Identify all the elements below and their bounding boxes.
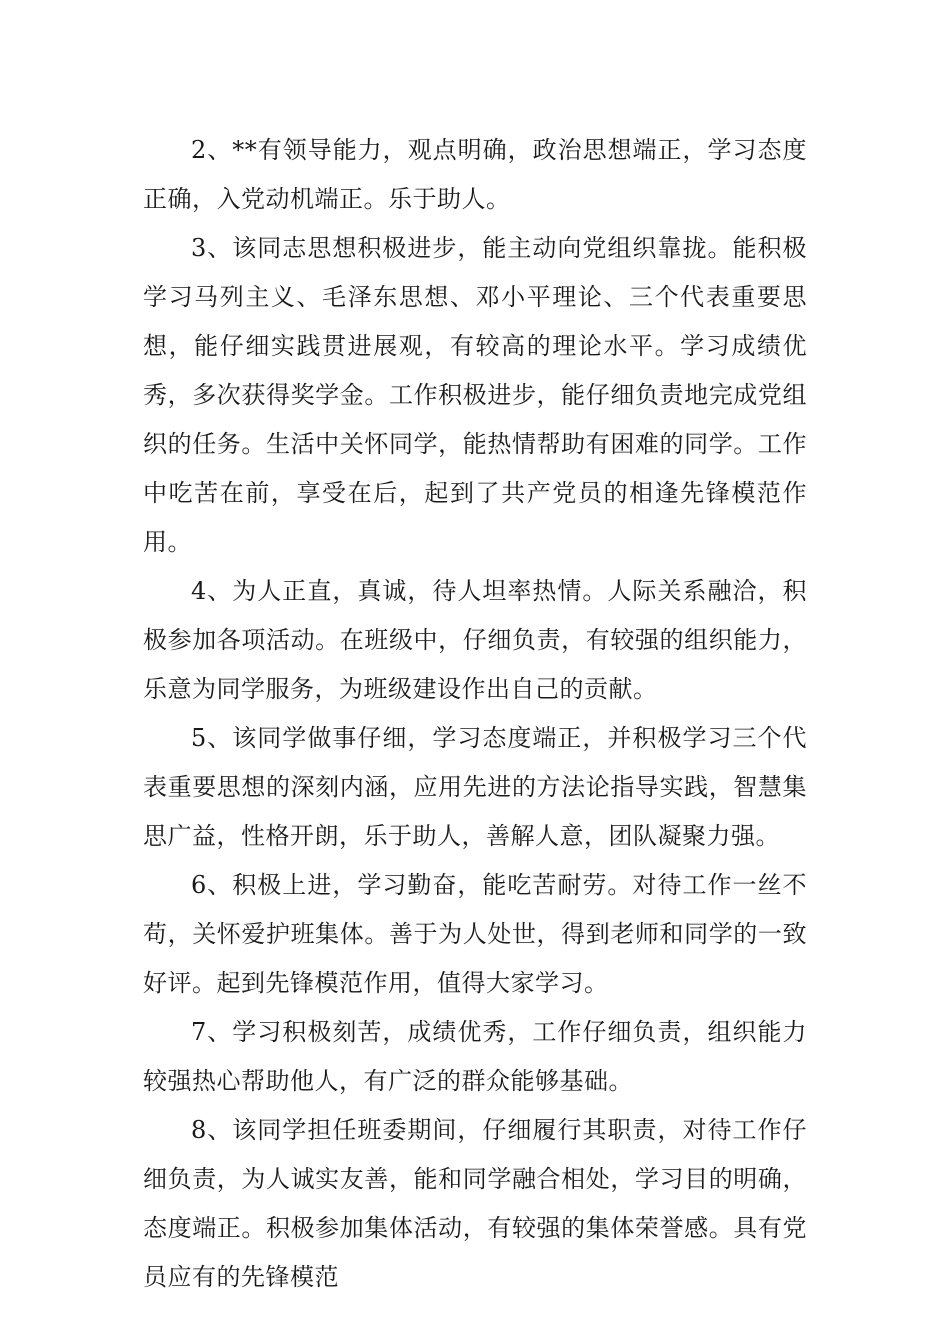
paragraph-8: 8、该同学担任班委期间，仔细履行其职责，对待工作仔细负责，为人诚实友善，能和同学融合相处，学习目的明确，态度端正。积极参加集体活动，有较强的集体荣誉感。具有党员应有的先锋模范 [143, 1116, 807, 1291]
paragraph-5: 5、该同学做事仔细，学习态度端正，并积极学习三个代表重要思想的深刻内涵，应用先进的方法论指导实践，智慧集思广益，性格开朗，乐于助人，善解人意，团队凝聚力强。 [143, 724, 807, 850]
paragraph-3: 3、该同志思想积极进步，能主动向党组织靠拢。能积极学习马列主义、毛泽东思想、邓小平理论、三个代表重要思想，能仔细实践贯进展观，有较高的理论水平。学习成绩优秀，多次获得奖学金。工作积极进步，能仔细负责地完成党组织的任务。生活中关怀同学，能热情帮助有困难的同学。工作中吃苦在前，享受在后，起到了共产党员的相逢先锋模范作用。 [143, 234, 807, 556]
paragraph-6: 6、积极上进，学习勤奋，能吃苦耐劳。对待工作一丝不苟，关怀爱护班集体。善于为人处世，得到老师和同学的一致好评。起到先锋模范作用，值得大家学习。 [143, 871, 807, 997]
paragraph-7: 7、学习积极刻苦，成绩优秀，工作仔细负责，组织能力较强热心帮助他人，有广泛的群众能够基础。 [143, 1018, 807, 1095]
paragraph-2: 2、**有领导能力，观点明确，政治思想端正，学习态度正确，入党动机端正。乐于助人。 [143, 136, 807, 213]
paragraph-4: 4、为人正直，真诚，待人坦率热情。人际关系融洽，积极参加各项活动。在班级中，仔细负责，有较强的组织能力，乐意为同学服务，为班级建设作出自己的贡献。 [143, 577, 807, 703]
document-body [143, 126, 807, 1302]
